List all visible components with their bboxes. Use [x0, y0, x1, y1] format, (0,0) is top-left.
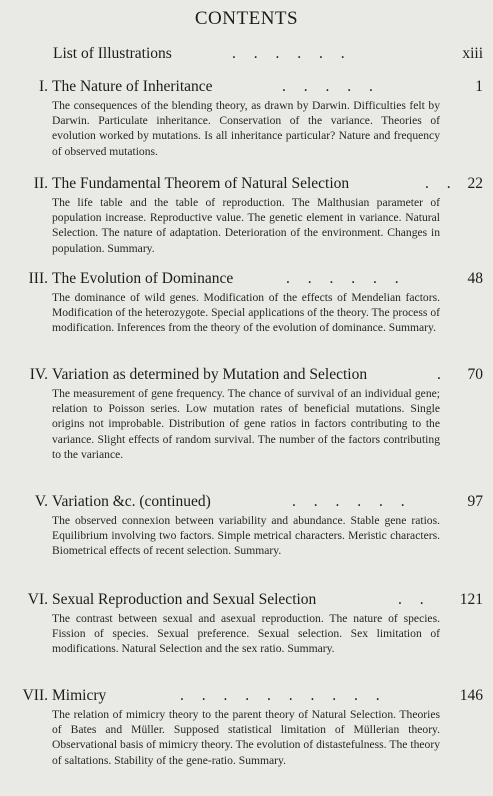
chapter-description: The dominance of wild genes. Modification of the effects of Mendelian factors. Modification of the heterozygote. Special applications of the theory. The process of modification. Inferences from the theory of the evolution of dominance. Summary. [52, 291, 440, 335]
chapter-description: The life table and the table of reproduction. The Malthusian parameter of population increase. Reproductive value. The genetic element in variance. Natural Selection. The nature of adaptation. Deterioration of the environment. Changes in population. Summary. [52, 196, 440, 255]
chapter-description: The consequences of the blending theory, as drawn by Darwin. Difficulties felt by Darwin. Particulate inheritance. Conservation of the variance. Theories of evolution worked by mutations. Is all inheritance particular? Nature and frequency of observed mutations. [52, 99, 440, 158]
leader-dots: . [437, 366, 441, 383]
chapter-title: Mimicry [52, 687, 107, 704]
chapter-numeral: VI. [27, 591, 48, 608]
chapter-description: The contrast between sexual and asexual reproduction. The nature of species. Fission of species. Sexual preference. Sexual selection. Sex limitation of modifications. Natural Selection and the sex ratio. Summary. [52, 612, 440, 656]
chapter-title: The Evolution of Dominance [52, 270, 234, 287]
leader-dots: . . [398, 591, 424, 608]
leader-dots: . . . . . . [286, 270, 399, 287]
chapter-title: Variation &c. (continued) [52, 493, 211, 510]
chapter-numeral: III. [28, 270, 48, 287]
chapter-page: 97 [467, 493, 483, 510]
chapter-numeral: VII. [22, 687, 48, 704]
chapter-page: 70 [467, 366, 483, 383]
chapter-title: Sexual Reproduction and Sexual Selection [52, 591, 317, 608]
chapter-page: 121 [459, 591, 483, 608]
chapter-page: 22 [467, 175, 483, 192]
chapter-numeral: V. [34, 493, 48, 510]
chapter-title: Variation as determined by Mutation and Selection [52, 366, 368, 383]
page-heading: CONTENTS [194, 8, 299, 29]
chapter-page: 1 [475, 78, 483, 95]
chapter-title: The Fundamental Theorem of Natural Selection [52, 175, 350, 192]
chapter-numeral: II. [33, 175, 48, 192]
leader-dots: . . . . . . [232, 45, 345, 62]
chapter-description: The observed connexion between variability and abundance. Stable gene ratios. Equilibrium involving two factors. Simple metrical characters. Meristic characters. Biometrical effects of recent selection. Summary. [52, 514, 440, 558]
chapter-description: The measurement of gene frequency. The chance of survival of an individual gene; relation to Poisson series. Low mutation rates of beneficial mutations. Single origins not improbable. Distribution of gene ratios in factors contributing to the variance. Slight effects of random survival. The number of the factors contributing to the variance. [52, 387, 440, 461]
leader-dots: . . . . . [282, 78, 373, 95]
leader-dots: . . [425, 175, 451, 192]
entry-page: xiii [462, 45, 483, 62]
chapter-page: 48 [467, 270, 483, 287]
chapter-title: The Nature of Inheritance [52, 78, 213, 95]
chapter-page: 146 [459, 687, 483, 704]
leader-dots: . . . . . . . . . . [180, 687, 380, 704]
leader-dots: . . . . . . [292, 493, 405, 510]
chapter-numeral: I. [38, 78, 48, 95]
chapter-description: The relation of mimicry theory to the parent theory of Natural Selection. Theories of Bates and Müller. Supposed statistical limitation of Müllerian theory. Observational basis of mimicry theory. The evolution of distastefulness. The theory of saltations. Stability of the gene-ratio. Summary. [52, 708, 440, 767]
entry-title: List of Illustrations [53, 45, 172, 62]
chapter-numeral: IV. [29, 366, 48, 383]
